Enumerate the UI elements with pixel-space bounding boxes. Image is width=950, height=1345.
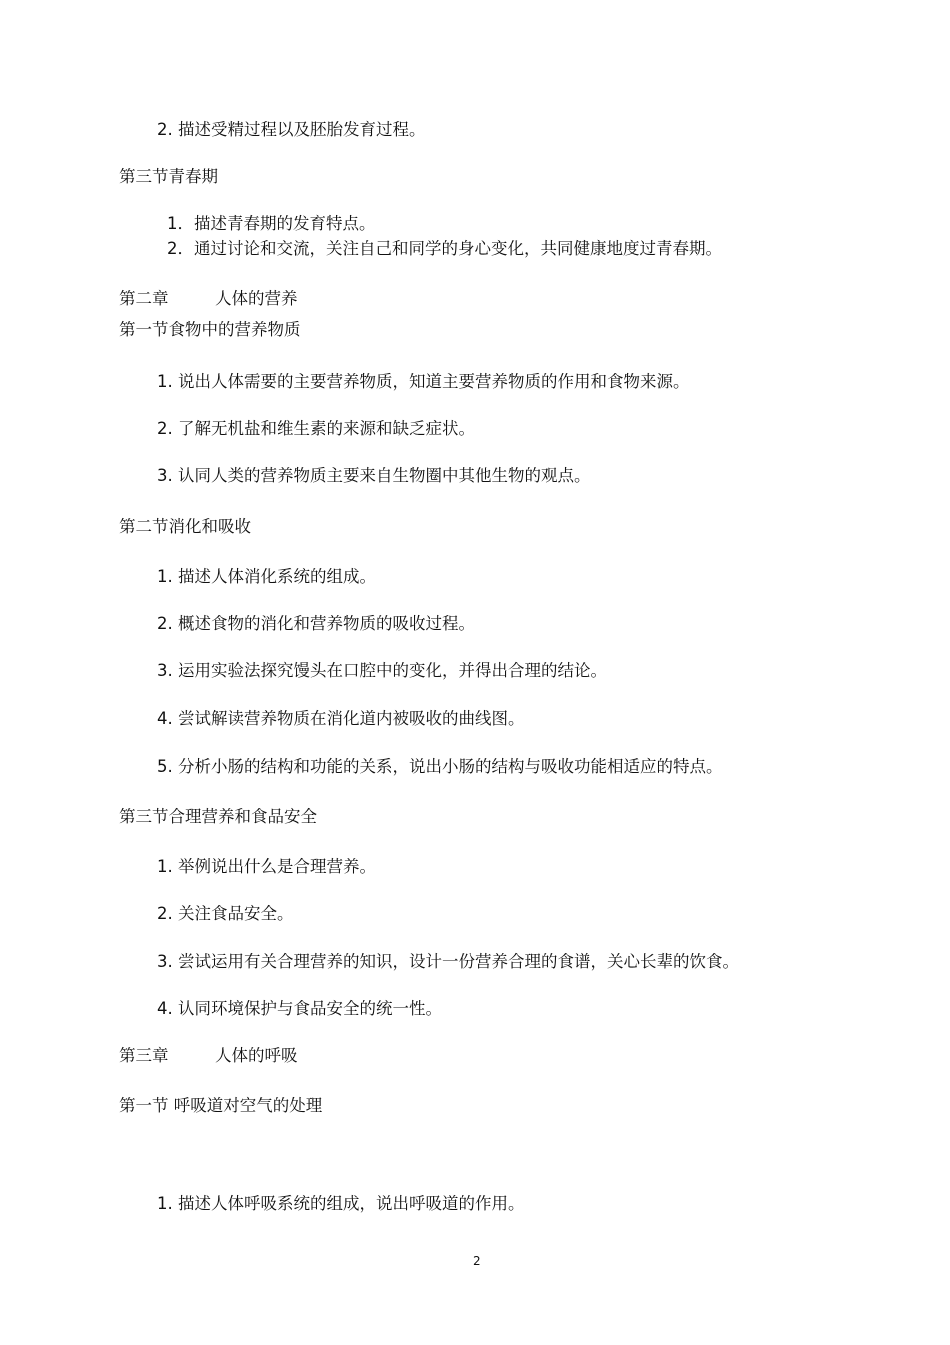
- objective-item: 2. 关注食品安全。: [157, 904, 294, 923]
- section-heading: 第三节合理营养和食品安全: [119, 807, 317, 826]
- objective-item: 4. 尝试解读营养物质在消化道内被吸收的曲线图。: [157, 709, 525, 728]
- objective-item: 1. 描述人体消化系统的组成。: [157, 567, 376, 586]
- chapter-heading: [119, 1045, 298, 1067]
- section-heading: 第三节青春期: [119, 167, 218, 186]
- objective-item: 1. 描述人体呼吸系统的组成，说出呼吸道的作用。: [157, 1194, 525, 1213]
- objective-item: 2. 描述受精过程以及胚胎发育过程。: [157, 120, 426, 139]
- objective-item: 2．通过讨论和交流，关注自己和同学的身心变化，共同健康地度过青春期。: [167, 239, 722, 258]
- chapter-label: 第二章: [119, 289, 169, 308]
- objective-item: 5. 分析小肠的结构和功能的关系，说出小肠的结构与吸收功能相适应的特点。: [157, 757, 723, 776]
- page-number: 2: [473, 1254, 481, 1268]
- objective-item: 3. 尝试运用有关合理营养的知识，设计一份营养合理的食谱，关心长辈的饮食。: [157, 952, 739, 971]
- chapter-title: 人体的营养: [215, 289, 298, 308]
- objective-item: 1. 说出人体需要的主要营养物质，知道主要营养物质的作用和食物来源。: [157, 372, 690, 391]
- section-heading: 第一节 呼吸道对空气的处理: [119, 1096, 323, 1115]
- chapter-label: 第三章: [119, 1046, 169, 1065]
- chapter-title: 人体的呼吸: [215, 1046, 298, 1065]
- objective-item: 2. 概述食物的消化和营养物质的吸收过程。: [157, 614, 475, 633]
- section-heading: 第一节食物中的营养物质: [119, 320, 301, 339]
- objective-item: 1. 举例说出什么是合理营养。: [157, 857, 376, 876]
- objective-item: 1．描述青春期的发育特点。: [167, 214, 376, 233]
- objective-item: 3. 运用实验法探究馒头在口腔中的变化，并得出合理的结论。: [157, 661, 607, 680]
- objective-item: 4. 认同环境保护与食品安全的统一性。: [157, 999, 442, 1018]
- chapter-heading: [119, 288, 298, 310]
- objective-item: 2. 了解无机盐和维生素的来源和缺乏症状。: [157, 419, 475, 438]
- objective-item: 3. 认同人类的营养物质主要来自生物圈中其他生物的观点。: [157, 466, 591, 485]
- section-heading: 第二节消化和吸收: [119, 517, 251, 536]
